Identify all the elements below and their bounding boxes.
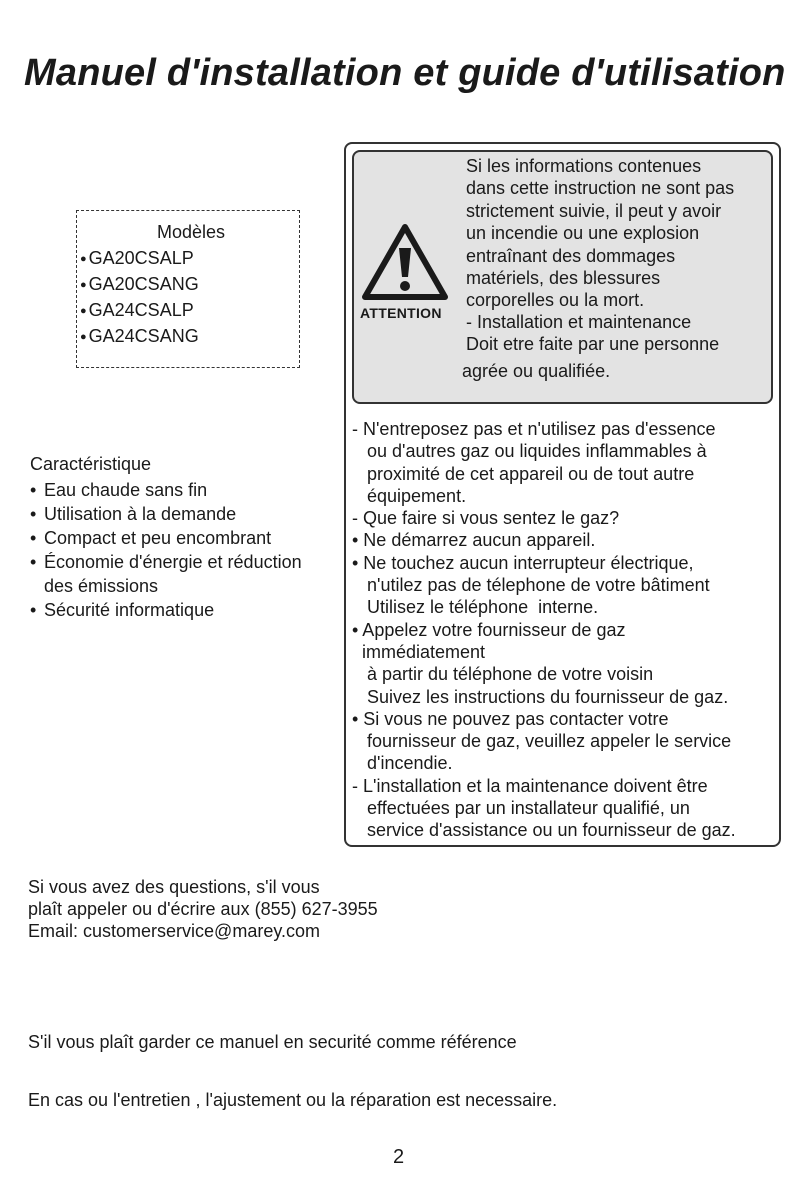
service-notice: En cas ou l'entretien , l'ajustement ou la réparation est necessaire. (28, 1090, 558, 1110)
safety-line: • Appelez votre fournisseur de gaz (352, 619, 626, 640)
contact-line: Si vous avez des questions, s'il vous (28, 877, 320, 897)
feature-item: • Compact et peu encombrant (30, 526, 335, 550)
warning-line: - Installation et maintenance (466, 312, 692, 332)
safety-line: immédiatement (352, 641, 486, 662)
features-heading: Caractéristique (30, 454, 152, 474)
safety-line: équipement. (352, 485, 467, 506)
warning-line: entraînant des dommages (466, 246, 676, 266)
warning-line: agrée ou qualifiée. (462, 361, 611, 381)
model-item: ● GA20CSANG (80, 272, 199, 298)
model-item: ● GA24CSANG (80, 324, 199, 350)
contact-email: Email: customerservice@marey.com (28, 921, 320, 941)
warning-line: un incendie ou une explosion (466, 223, 700, 243)
warning-line: matériels, des blessures (466, 268, 661, 288)
keep-manual-notice: S'il vous plaît garder ce manuel en securité comme référence (28, 1032, 517, 1052)
safety-line: Utilisez le téléphone interne. (352, 597, 599, 618)
safety-line: • Si vous ne pouvez pas contacter votre (352, 708, 669, 729)
feature-item: • Utilisation à la demande (30, 502, 335, 526)
feature-item: • Eau chaude sans fin (30, 478, 335, 502)
safety-line: à partir du téléphone de votre voisin (352, 664, 654, 685)
warning-line: dans cette instruction ne sont pas (466, 178, 735, 198)
model-item: ● GA24CSALP (80, 298, 199, 324)
safety-line: d'incendie. (352, 753, 453, 774)
safety-line: - Que faire si vous sentez le gaz? (352, 508, 620, 529)
safety-line: • Ne touchez aucun interrupteur électrique, (352, 552, 694, 573)
safety-line: n'utilez pas de télephone de votre bâtiment (352, 575, 710, 596)
warning-triangle-icon (361, 222, 449, 302)
contact-phone: plaît appeler ou d'écrire aux (855) 627-3955 (28, 899, 378, 919)
page-title: Manuel d'installation et guide d'utilisation (24, 52, 786, 94)
safety-line: • Ne démarrez aucun appareil. (352, 530, 596, 551)
feature-list (30, 478, 335, 622)
safety-line: effectuées par un installateur qualifié, un (352, 798, 690, 819)
safety-line: service d'assistance ou un fournisseur de gaz. (352, 820, 736, 841)
attention-label: ATTENTION (360, 305, 442, 321)
safety-line: - L'installation et la maintenance doivent être (352, 775, 708, 796)
warning-line: strictement suivie, il peut y avoir (466, 201, 722, 221)
warning-line: Doit etre faite par une personne (466, 334, 720, 354)
warning-line: Si les informations contenues (466, 156, 702, 176)
warning-line: corporelles ou la mort. (466, 290, 645, 310)
safety-line: Suivez les instructions du fournisseur de gaz. (352, 686, 729, 707)
safety-line: proximité de cet appareil ou de tout autre (352, 463, 695, 484)
safety-instructions (352, 418, 777, 842)
feature-item: • Économie d'énergie et réduction des émissions (30, 550, 335, 598)
models-heading: Modèles (157, 222, 226, 242)
model-item: ● GA20CSALP (80, 246, 199, 272)
safety-line: fournisseur de gaz, veuillez appeler le service (352, 731, 732, 752)
feature-item: • Sécurité informatique (30, 598, 335, 622)
safety-line: ou d'autres gaz ou liquides inflammables à (352, 441, 707, 462)
page-number: 2 (393, 1146, 405, 1168)
model-list (80, 246, 199, 350)
safety-line: - N'entreposez pas et n'utilisez pas d'essence (352, 419, 716, 439)
contact-info (28, 876, 378, 942)
